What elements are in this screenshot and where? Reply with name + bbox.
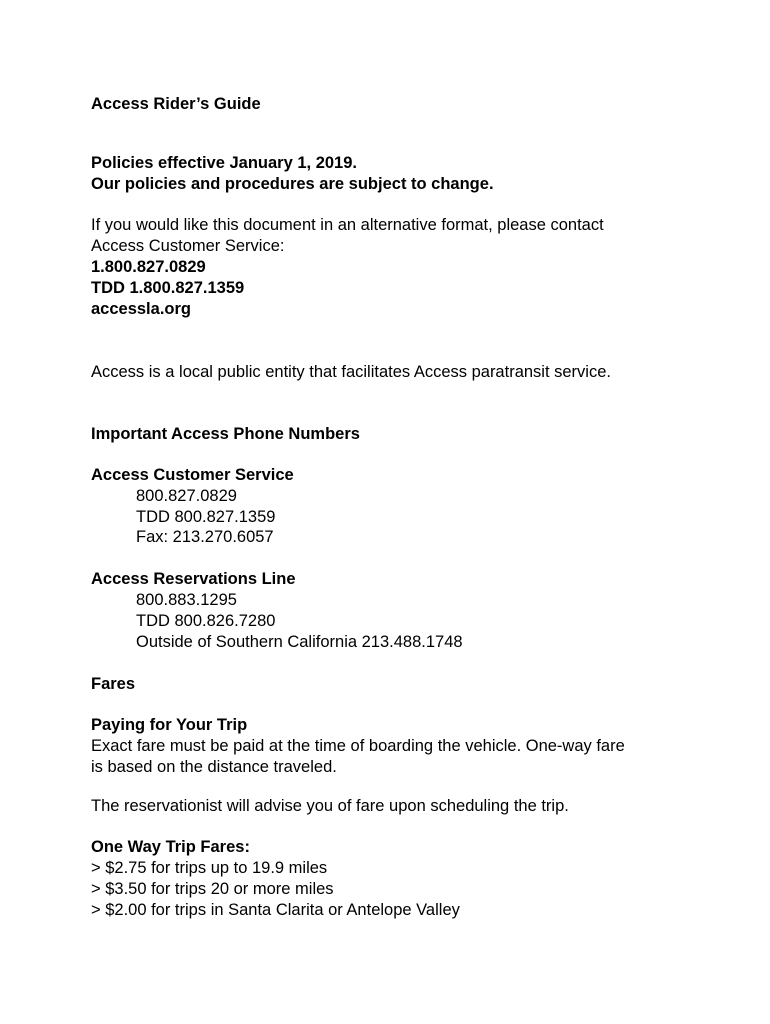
policies-subject-to-change: Our policies and procedures are subject to change. bbox=[91, 175, 494, 193]
alt-format-text-line1: If you would like this document in an alternative format, please contact bbox=[91, 216, 604, 234]
reservationist-note: The reservationist will advise you of fare upon scheduling the trip. bbox=[91, 797, 569, 815]
reservations-phone: 800.883.1295 bbox=[136, 591, 237, 609]
fares-heading: Fares bbox=[91, 675, 136, 693]
fare-item: > $2.00 for trips in Santa Clarita or Antelope Valley bbox=[91, 901, 460, 919]
policies-effective: Policies effective January 1, 2019. bbox=[91, 154, 357, 172]
alt-format-tdd: TDD 1.800.827.1359 bbox=[91, 279, 245, 297]
fare-item: > $2.75 for trips up to 19.9 miles bbox=[91, 859, 328, 877]
document-title: Access Rider’s Guide bbox=[91, 95, 261, 113]
customer-service-phone: 800.827.0829 bbox=[136, 487, 237, 505]
customer-service-tdd: TDD 800.827.1359 bbox=[136, 508, 276, 526]
reservations-tdd: TDD 800.826.7280 bbox=[136, 612, 276, 630]
fare-item: > $3.50 for trips 20 or more miles bbox=[91, 880, 334, 898]
paying-heading: Paying for Your Trip bbox=[91, 716, 248, 734]
about-access: Access is a local public entity that facilitates Access paratransit service. bbox=[91, 363, 611, 381]
phone-numbers-heading: Important Access Phone Numbers bbox=[91, 425, 360, 443]
alt-format-website: accessla.org bbox=[91, 300, 191, 318]
paying-text-line1: Exact fare must be paid at the time of boarding the vehicle. One-way fare bbox=[91, 737, 625, 755]
alt-format-text-line2: Access Customer Service: bbox=[91, 237, 285, 255]
customer-service-heading: Access Customer Service bbox=[91, 466, 294, 484]
alt-format-phone: 1.800.827.0829 bbox=[91, 258, 206, 276]
paying-text-line2: is based on the distance traveled. bbox=[91, 758, 337, 776]
reservations-outside-socal: Outside of Southern California 213.488.1748 bbox=[136, 633, 463, 651]
one-way-fares-heading: One Way Trip Fares: bbox=[91, 838, 250, 856]
reservations-heading: Access Reservations Line bbox=[91, 570, 296, 588]
customer-service-fax: Fax: 213.270.6057 bbox=[136, 528, 274, 546]
